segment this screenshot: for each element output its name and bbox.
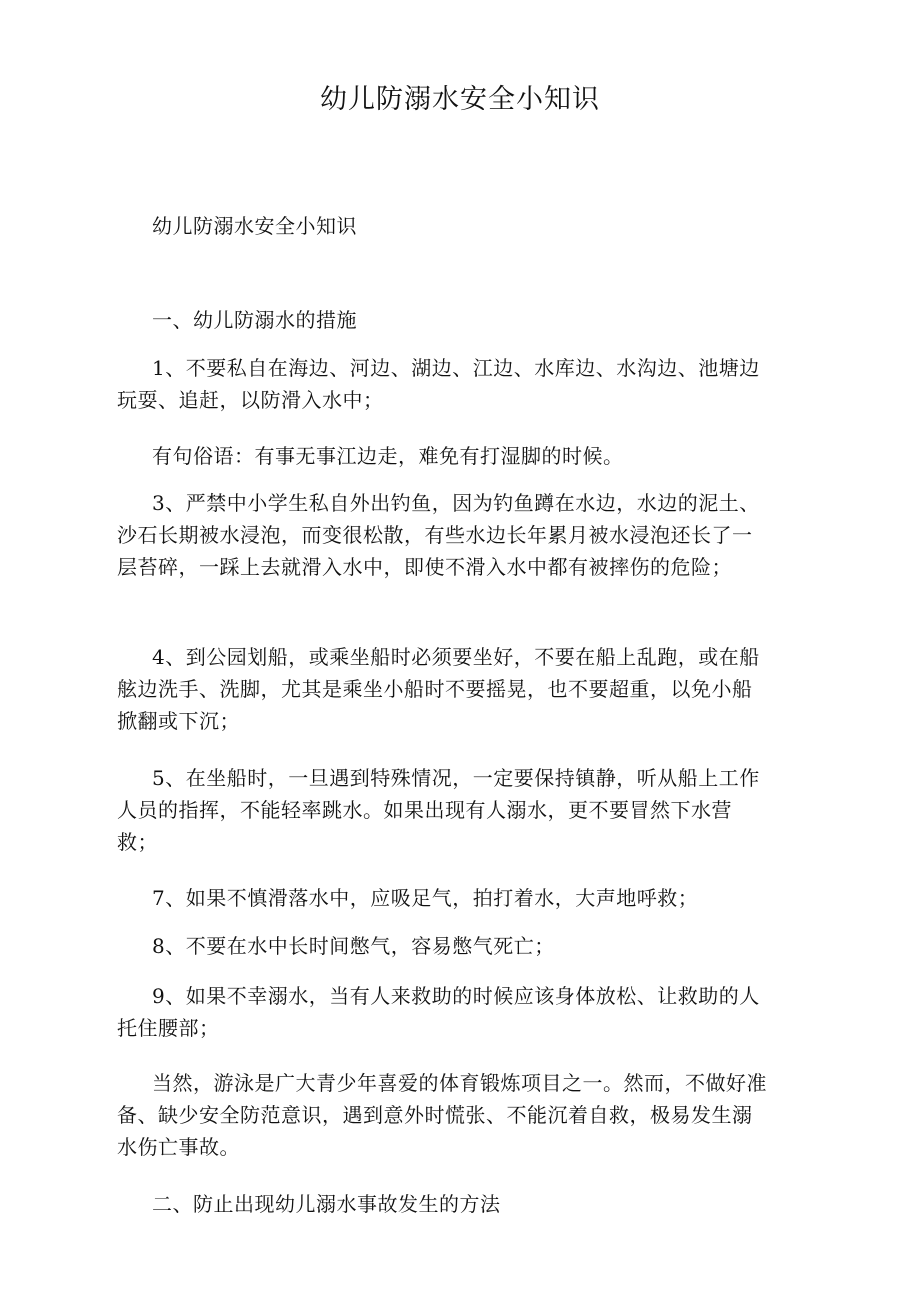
section-heading-2: 二、防止出现幼儿溺水事故发生的方法: [152, 1192, 501, 1216]
paragraph-2: 有句俗语：有事无事江边走，难免有打湿脚的时候。: [152, 444, 624, 468]
document-subtitle: 幼儿防溺水安全小知识: [152, 214, 357, 238]
section-heading-1: 一、幼儿防溺水的措施: [152, 308, 357, 332]
paragraph-9: 当然，游泳是广大青少年喜爱的体育锻炼项目之一。然而，不做好准备、缺少安全防范意识，遇到意外时慌张、不能沉着自救，极易发生溺水伤亡事故。: [117, 1071, 767, 1159]
paragraph-1: 1、不要私自在海边、河边、湖边、江边、水库边、水沟边、池塘边玩耍、追赶，以防滑入水中；: [117, 356, 760, 412]
paragraph-6: 7、如果不慎滑落水中，应吸足气，拍打着水，大声地呼救；: [152, 886, 699, 910]
paragraph-4: 4、到公园划船，或乘坐船时必须要坐好，不要在船上乱跑，或在船舷边洗手、洗脚，尤其是乘坐小船时不要摇晃，也不要超重，以免小船掀翻或下沉；: [117, 645, 760, 733]
paragraph-3: 3、严禁中小学生私自外出钓鱼，因为钓鱼蹲在水边，水边的泥土、沙石长期被水浸泡，而变很松散，有些水边长年累月被水浸泡还长了一层苔碎，一踩上去就滑入水中，即使不滑入水中都有被摔伤的危险；: [117, 491, 760, 579]
paragraph-7: 8、不要在水中长时间憋气，容易憋气死亡；: [152, 934, 555, 958]
paragraph-5: 5、在坐船时，一旦遇到特殊情况，一定要保持镇静，听从船上工作人员的指挥，不能轻率跳水。如果出现有人溺水，更不要冒然下水营救；: [117, 766, 760, 854]
document-title: 幼儿防溺水安全小知识: [320, 84, 600, 115]
paragraph-8: 9、如果不幸溺水，当有人来救助的时候应该身体放松、让救助的人托住腰部；: [117, 984, 760, 1040]
